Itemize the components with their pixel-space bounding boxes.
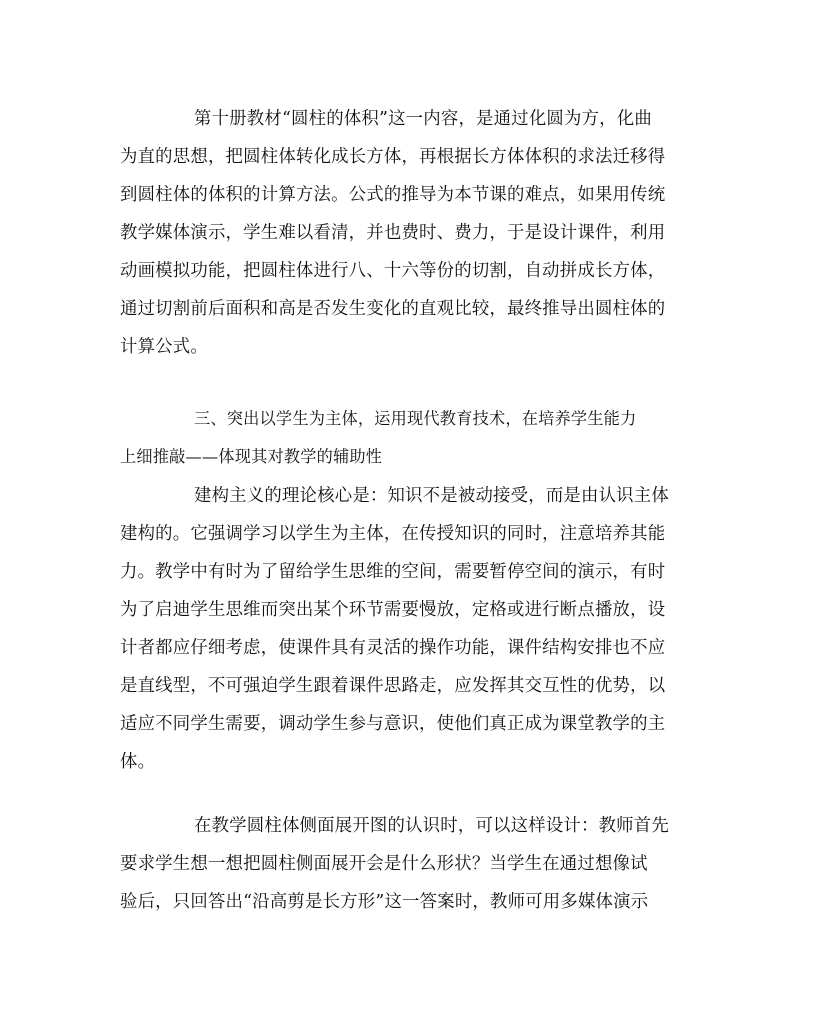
paragraph-line: 是直线型，不可强迫学生跟着课件思路走，应发挥其交互性的优势，以 xyxy=(120,676,666,696)
paragraph-line: 到圆柱体的体积的计算方法。公式的推导为本节课的难点，如果用传统 xyxy=(120,185,666,205)
paragraph-line: 力。教学中有时为了留给学生思维的空间，需要暂停空间的演示，有时 xyxy=(120,562,666,582)
paragraph-line: 建构主义的理论核心是：知识不是被动接受，而是由认识主体 xyxy=(194,486,669,506)
paragraph-line: 为直的思想，把圆柱体转化成长方体，再根据长方体体积的求法迁移得 xyxy=(120,147,666,167)
paragraph-line: 动画模拟功能，把圆柱体进行八、十六等份的切割，自动拼成长方体， xyxy=(120,261,666,281)
paragraph-constructivism xyxy=(120,477,700,781)
paragraph-line: 为了启迪学生思维而突出某个环节需要慢放，定格或进行断点播放，设 xyxy=(120,600,666,620)
paragraph-line: 建构的。它强调学习以学生为主体，在传授知识的同时，注意培养其能 xyxy=(120,524,666,544)
heading-line: 三、突出以学生为主体，运用现代教育技术，在培养学生能力 xyxy=(194,409,637,428)
paragraph-line: 通过切割前后面积和高是否发生变化的直观比较，最终推导出圆柱体的 xyxy=(120,299,666,319)
paragraph-line: 体。 xyxy=(120,752,156,772)
paragraph-line: 计者都应仔细考虑，使课件具有灵活的操作功能，课件结构安排也不应 xyxy=(120,638,666,658)
paragraph-line: 教学媒体演示，学生难以看清，并也费时、费力，于是设计课件，利用 xyxy=(120,223,666,243)
paragraph-line: 计算公式。 xyxy=(120,337,208,357)
paragraph-line: 适应不同学生需要，调动学生参与意识，使他们真正成为课堂教学的主 xyxy=(120,714,666,734)
paragraph-line: 验后，只回答出“沿高剪是长方形”这一答案时，教师可用多媒体演示 xyxy=(120,892,649,912)
paragraph-cylinder-surface xyxy=(120,807,700,921)
paragraph-line: 在教学圆柱体侧面展开图的认识时，可以这样设计：教师首先 xyxy=(194,816,669,836)
paragraph-line: 第十册教材“圆柱的体积”这一内容，是通过化圆为方，化曲 xyxy=(194,109,652,129)
paragraph-cylinder-volume xyxy=(120,100,700,366)
section-heading xyxy=(120,400,700,476)
paragraph-line: 要求学生想一想把圆柱侧面展开会是什么形状？当学生在通过想像试 xyxy=(120,854,648,874)
heading-line: 上细推敲——体现其对教学的辅助性 xyxy=(120,447,383,466)
